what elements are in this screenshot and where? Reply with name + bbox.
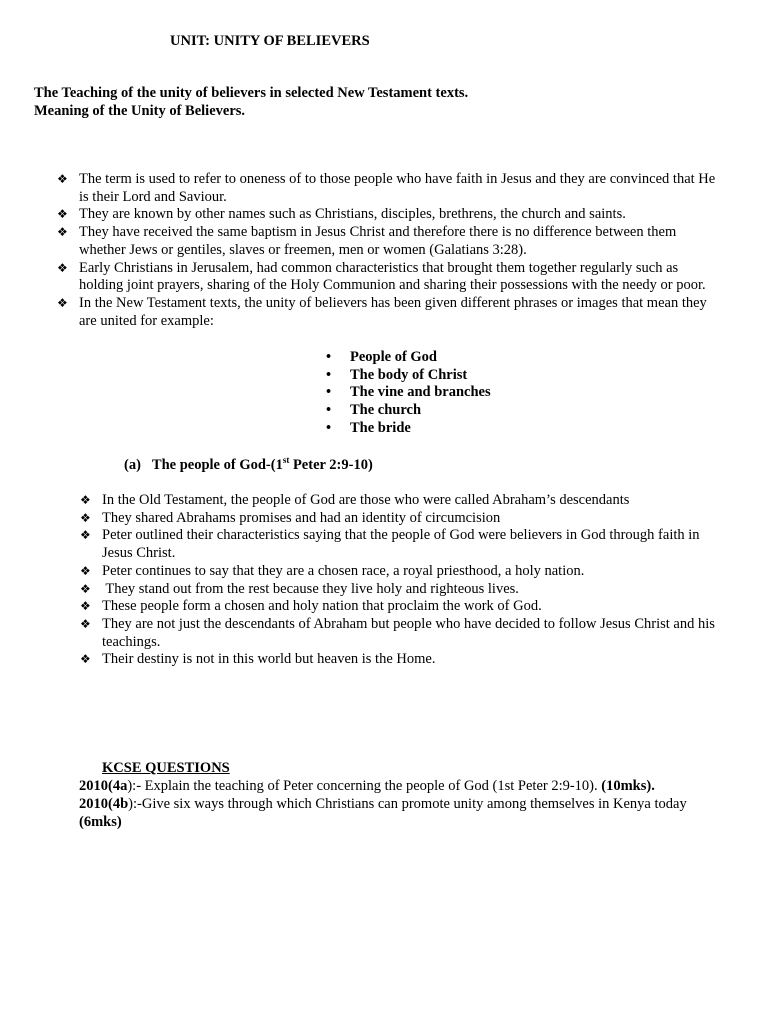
list-item: ❖ Early Christians in Jerusalem, had common characteristics that brought them together regularly such as holding joint prayers, sharing of the Holy Communion and sharing their possessions with the needy or poor. — [57, 259, 706, 294]
list-item: • The bride — [326, 419, 411, 436]
unit-title: UNIT: UNITY OF BELIEVERS — [170, 33, 370, 49]
diamond-bullet-icon: ❖ — [80, 599, 91, 614]
dot-bullet-icon: • — [326, 402, 332, 419]
diamond-bullet-icon: ❖ — [80, 616, 91, 631]
diamond-bullet-icon: ❖ — [80, 581, 91, 596]
list-item: ❖ They have received the same baptism in Jesus Christ and therefore there is no difference between them whether Jews or gentiles, slaves or freemen, men or women (Galatians 3:28). — [57, 224, 677, 258]
dot-bullet-icon: • — [326, 419, 332, 436]
list-item: ❖ Peter continues to say that they are a chosen race, a royal priesthood, a holy nation. — [80, 562, 585, 579]
section-a-title: The people of God-(1 — [151, 457, 283, 473]
list-item: • People of God — [326, 349, 437, 365]
diamond-bullet-icon: ❖ — [80, 528, 91, 543]
dot-bullet-icon: • — [326, 366, 332, 383]
list-item: ❖ They shared Abrahams promises and had an identity of circumcision — [80, 509, 501, 526]
diamond-bullet-icon: ❖ — [80, 563, 91, 578]
diamond-bullet-icon: ❖ — [57, 260, 68, 275]
list-item: • The vine and branches — [326, 384, 491, 401]
diamond-bullet-icon: ❖ — [57, 295, 68, 310]
heading-teaching: The Teaching of the unity of believers in selected New Testament texts. — [34, 85, 469, 101]
heading-meaning: Meaning of the Unity of Believers. — [34, 103, 246, 119]
section-a-title-sup: st — [282, 455, 290, 466]
section-a-label: (a) — [124, 457, 141, 473]
list-item: ❖ They are not just the descendants of Abraham but people who have decided to follow Jesus Christ and his teachings. — [80, 615, 715, 650]
section-a-heading — [124, 457, 373, 474]
kcse-question-2 — [79, 796, 729, 831]
meaning-bullet-list — [57, 171, 722, 330]
kcse-question-1 — [79, 778, 729, 796]
diamond-bullet-icon: ❖ — [80, 493, 91, 507]
question-marks: (10mks). — [601, 778, 655, 794]
people-of-god-bullet-list — [80, 492, 725, 669]
section-a-title-post: Peter 2:9-10) — [289, 457, 373, 473]
list-item: ❖ They are known by other names such as Christians, disciples, brethrens, the church and saints. — [57, 206, 626, 223]
diamond-bullet-icon: ❖ — [80, 652, 91, 667]
question-code: 2010(4b — [79, 796, 129, 812]
list-item: ❖ Peter outlined their characteristics saying that the people of God were believers in God through faith in Jesus Christ. — [80, 527, 700, 562]
question-text: ):- Explain the teaching of Peter concerning the people of God (1st Peter 2:9-10). — [127, 778, 602, 794]
dot-bullet-icon: • — [326, 349, 332, 365]
diamond-bullet-icon: ❖ — [57, 225, 68, 240]
list-item: • The church — [326, 402, 422, 419]
diamond-bullet-icon: ❖ — [57, 172, 68, 186]
list-item: • The body of Christ — [326, 366, 468, 383]
list-item: ❖ In the Old Testament, the people of God are those who were called Abraham’s descendants — [80, 492, 630, 508]
list-item: ❖ The term is used to refer to oneness of to those people who have faith in Jesus and they are convinced that He is their Lord and Saviour. — [57, 171, 716, 205]
images-list — [326, 349, 626, 438]
kcse-heading: KCSE QUESTIONS — [102, 760, 230, 776]
list-item: ❖ These people form a chosen and holy nation that proclaim the work of God. — [80, 598, 542, 615]
dot-bullet-icon: • — [326, 384, 332, 401]
list-item: ❖ They stand out from the rest because they live holy and righteous lives. — [80, 580, 519, 597]
question-marks: (6mks) — [79, 813, 122, 830]
question-code: 2010(4a — [79, 778, 128, 794]
diamond-bullet-icon: ❖ — [80, 510, 91, 525]
list-item: ❖ Their destiny is not in this world but heaven is the Home. — [80, 651, 436, 668]
list-item: ❖ In the New Testament texts, the unity of believers has been given different phrases or images that mean they are united for example: — [57, 294, 707, 329]
diamond-bullet-icon: ❖ — [57, 207, 68, 222]
question-text: ):-Give six ways through which Christians can promote unity among themselves in Kenya today — [128, 796, 687, 812]
